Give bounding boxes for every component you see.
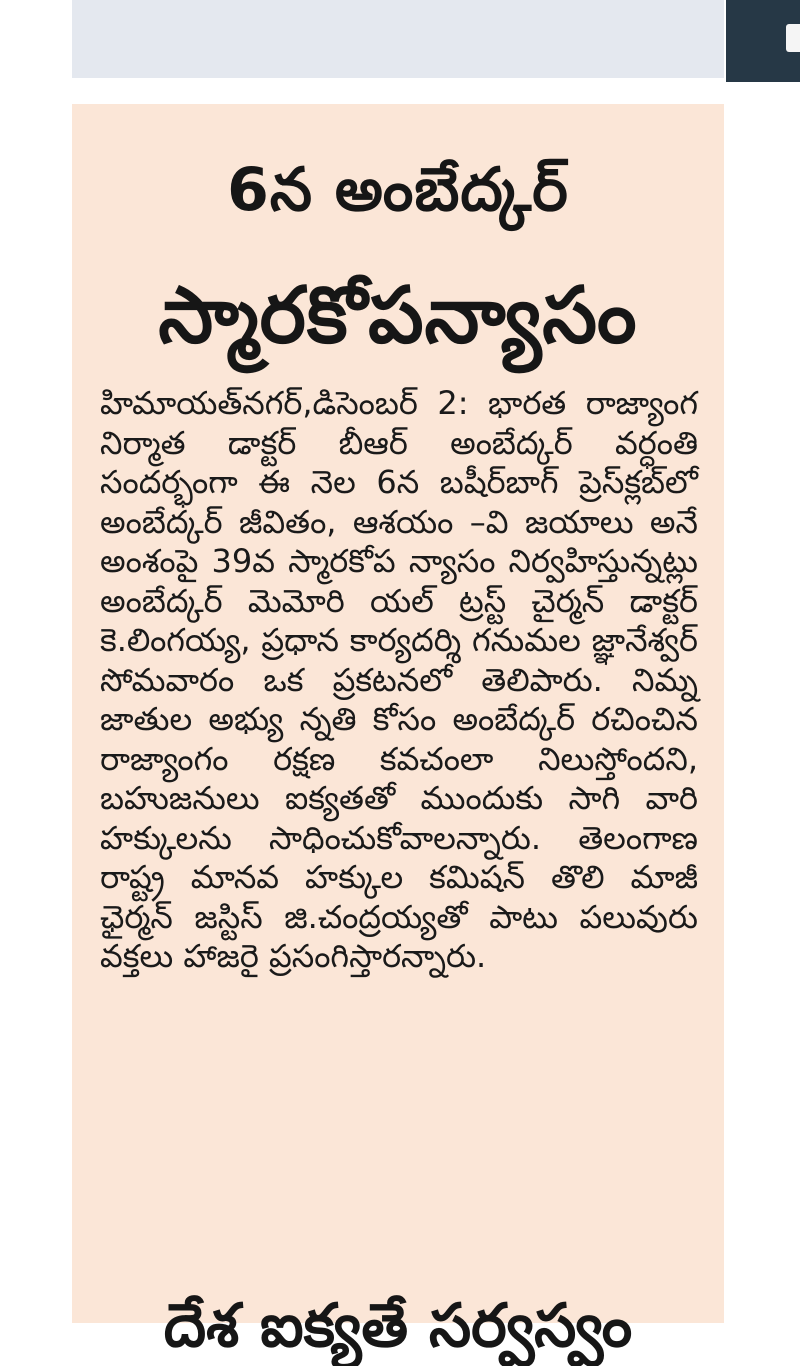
headline-line-2: స్మారకోపన్యాసం [158,271,638,361]
panel-marker [786,24,800,52]
news-clipping [72,104,724,1361]
next-article-headline: దేశ ఐక్యతే సర్వస్వం [163,1291,633,1361]
headline-line-1: 6న అంబేద్కర్ [227,155,569,225]
previous-clipping-edge [72,0,724,78]
top-right-panel [726,0,800,82]
article-body: హిమాయత్‌నగర్,డిసెంబర్ 2: భారత రాజ్యాంగ నిర్మాత డాక్టర్ బీఆర్ అంబేద్కర్ వర్ధంతి సందర్భంగా ఈ నెల 6న బషీర్‌బాగ్ ప్రెస్‌క్లబ్‌లో అంబేద్కర్ జీవితం, ఆశయం –వి జయాలు అనే అంశంపై 39వ స్మారకోప న్యాసం నిర్వహిస్తున్నట్లు అంబేద్కర్ మెమోరి యల్ ట్రస్ట్ చైర్మన్ డాక్టర్ కె.లింగయ్య, ప్రధాన కార్యదర్శి గనుమల జ్ఞానేశ్వర్ సోమవారం ఒక ప్రకటనలో తెలిపారు. నిమ్న జాతుల అభ్యు న్నతి కోసం అంబేద్కర్ రచించిన రాజ్యాంగం రక్షణ కవచంలా నిలుస్తోందని, బహుజనులు ఐక్యతతో ముందుకు సాగి వారి హక్కులను సాధించుకోవాలన్నారు. తెలంగాణ రాష్ట్ర మానవ హక్కుల కమిషన్ తొలి మాజీ ఛైర్మన్ జస్టిస్ జి.చంద్రయ్యతో పాటు పలువురు వక్తలు హాజరై ప్రసంగిస్తారన్నారు. [100,384,698,975]
